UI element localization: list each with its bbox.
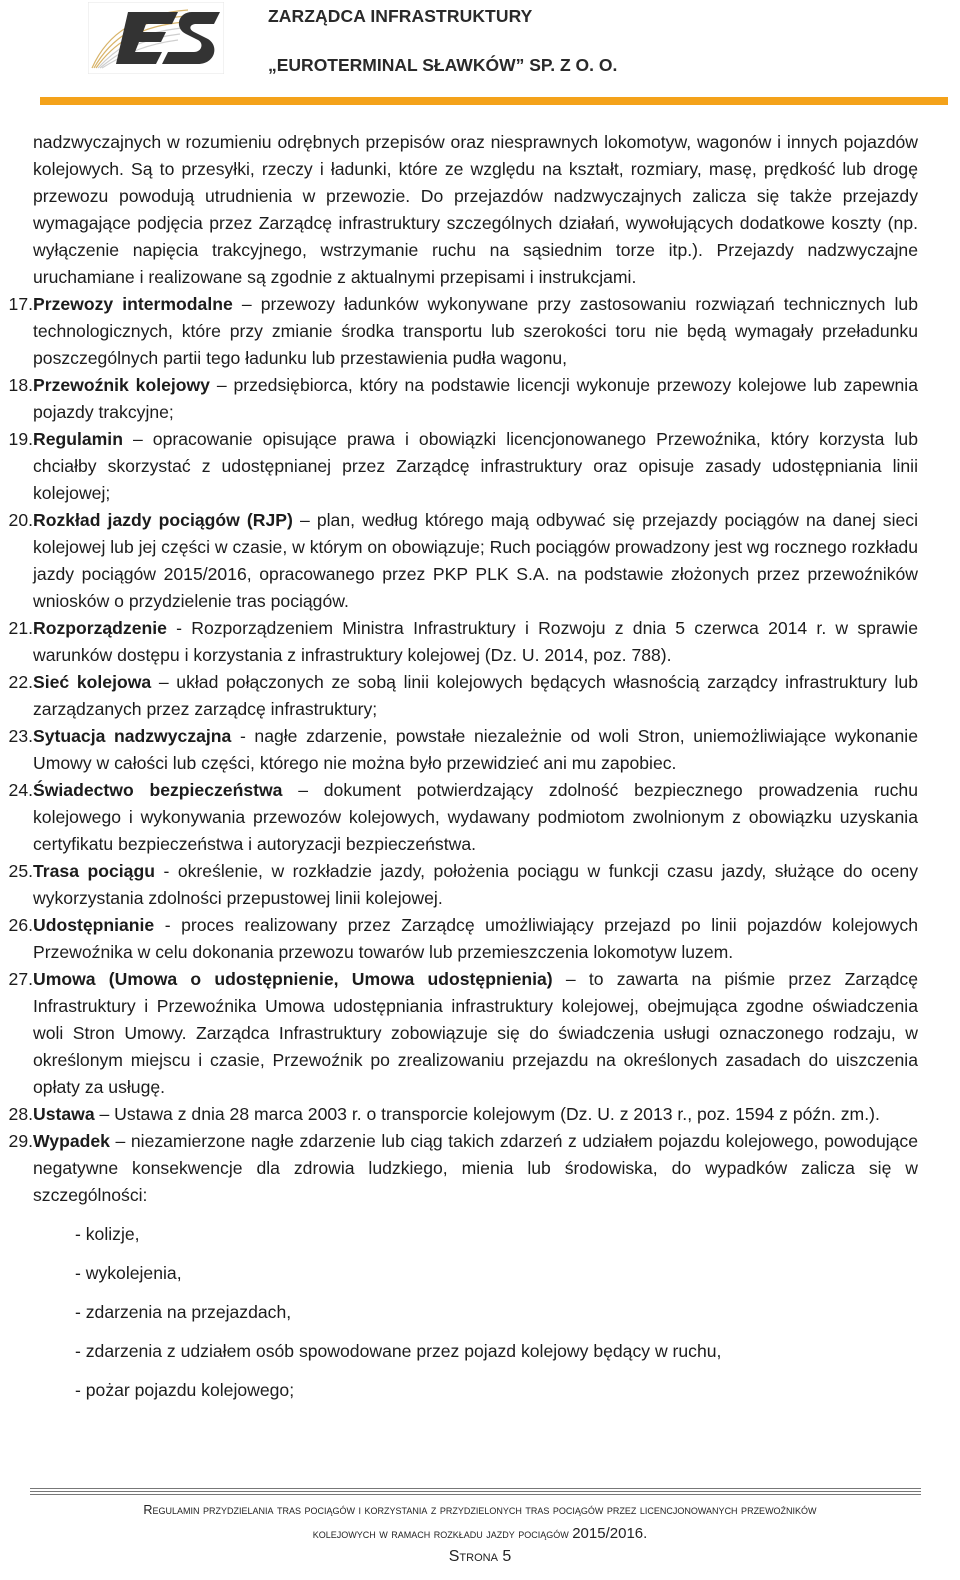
item-definition: – układ połączonych ze sobą linii kolejowych będących własnością zarządcy infrastruktury lub zarządzanych przez zarządcę infrastruktury;: [33, 672, 918, 719]
accident-type-item: - pożar pojazdu kolejowego;: [75, 1380, 295, 1400]
footer-document-title: Regulamin przydzielania tras pociągów i korzystania z przydzielonych tras pociągów przez licencjonowanych przewoźników: [143, 1503, 817, 1517]
definition-item: [8, 1128, 918, 1209]
item-term: Sieć kolejowa: [33, 672, 152, 692]
definition-item: [8, 507, 918, 615]
item-text: [33, 1128, 918, 1209]
definition-item: [8, 912, 918, 966]
page-header: [0, 0, 960, 110]
item-text: [33, 507, 918, 615]
item-text: [33, 615, 918, 669]
item-definition: - Rozporządzeniem Ministra Infrastruktury i Rozwoju z dnia 5 czerwca 2014 r. w sprawie warunków dostępu i korzystania z infrastruktury kolejowej (Dz. U. 2014, poz. 788).: [33, 618, 918, 665]
accident-type-item: - zdarzenia z udziałem osób spowodowane przez pojazd kolejowy będący w ruchu,: [75, 1341, 722, 1361]
company-logo: [88, 2, 224, 74]
item-text: [33, 858, 918, 912]
item-number-text: 17.: [8, 294, 33, 314]
document-body: [8, 129, 919, 1416]
page-label: Strona: [448, 1548, 498, 1565]
item-definition: – przewozy ładunków wykonywane przy zastosowaniu rozwiązań technicznych lub technologicznych, które przy zmianie środka transportu lub szerokości toru nie będą wymagały przeładunku poszczególnych partii tego ładunku lub przestawienia pudła wagonu,: [33, 294, 918, 368]
item-term: Regulamin: [33, 429, 123, 449]
footer-document-title-line2: [0, 1525, 960, 1542]
item-number-text: 29.: [8, 1131, 33, 1151]
item-number-text: 26.: [8, 915, 33, 935]
item-number-text: 20.: [8, 510, 33, 530]
footer-line2-text: kolejowych w ramach rozkładu jazdy pociągów: [312, 1527, 569, 1541]
item-text: [33, 912, 918, 966]
item-number-text: 24.: [8, 780, 33, 800]
definition-item: [8, 669, 918, 723]
accident-type-item: - wykolejenia,: [75, 1263, 182, 1283]
definition-item: [8, 723, 919, 777]
item-number-text: 21.: [8, 618, 33, 638]
item-text: [33, 777, 918, 858]
definition-item: [8, 372, 918, 426]
definitions-list: [8, 291, 919, 1209]
item-term: Trasa pociągu: [33, 861, 155, 881]
item-definition: – niezamierzone nagłe zdarzenie lub ciąg takich zdarzeń z udziałem pojazdu kolejowego, powodujące negatywne konsekwencje dla zdrowia ludzkiego, mienia lub środowiska, do wypadków zalicza się w szczególności:: [33, 1131, 918, 1205]
item-definition: – to zawarta na piśmie przez Zarządcę Infrastruktury i Przewoźnika Umowa udostępniania infrastruktury kolejowej, obejmująca zgodne oświadczenia woli Stron Umowy. Zarządca Infrastruktury zobowiązuje się do świadczenia usługi oznaczonego rodzaju, w określonym miejscu i czasie, Przewoźnik po zrealizowaniu przejazdu na określonych zasadach do uiszczenia opłaty za usługę.: [33, 969, 918, 1097]
definition-item: [8, 777, 918, 858]
definition-item: [8, 426, 918, 507]
item-term: Rozporządzenie: [33, 618, 167, 638]
item-number-text: 27.: [8, 969, 33, 989]
intro-paragraph: nadzwyczajnych w rozumieniu odrębnych przepisów oraz niesprawnych lokomotyw, wagonów i innych pojazdów kolejowych. Są to przesyłki, rzeczy i ładunki, które ze względu na kształt, rozmiary, masę, prędkość lub drogę przewozu powodują utrudnienia w przewozie. Do przejazdów nadzwyczajnych zalicza się także przejazdy wymagające podjęcia przez Zarządcę infrastruktury szczególnych działań, wywołujących dodatkowe koszty (np. wyłączenie napięcia trakcyjnego, wstrzymanie ruchu na sąsiednim torze itp.). Przejazdy nadzwyczajne uruchamiane i realizowane są zgodnie z aktualnymi przepisami i instrukcjami.: [33, 132, 918, 287]
item-term: Przewozy intermodalne: [33, 294, 233, 314]
item-term: Wypadek: [33, 1131, 110, 1151]
definition-item: [8, 1101, 918, 1128]
item-term: Świadectwo bezpieczeństwa: [33, 780, 283, 800]
definition-item: [8, 858, 919, 912]
item-term: Przewoźnik kolejowy: [33, 375, 210, 395]
item-definition: - proces realizowany przez Zarządcę umożliwiający przejazd po linii pojazdów kolejowych Przewoźnika w celu dokonania przewozu towarów lub przemieszczenia lokomotyw luzem.: [33, 915, 918, 962]
item-definition: – Ustawa z dnia 28 marca 2003 r. o transporcie kolejowym (Dz. U. z 2013 r., poz. 1594 z późn. zm.).: [94, 1104, 880, 1124]
item-definition: – dokument potwierdzający zdolność bezpiecznego prowadzenia ruchu kolejowego i wykonywania przewozów kolejowych, wydawany podmiotom zwolnionym z obowiązku uzyskania certyfikatu bezpieczeństwa i autoryzacji bezpieczeństwa.: [33, 780, 918, 854]
definition-item: [8, 291, 918, 372]
item-term: Rozkład jazdy pociągów (RJP): [33, 510, 293, 530]
item-definition: - nagłe zdarzenie, powstałe niezależnie od woli Stron, uniemożliwiające wykonanie Umowy w całości lub części, którego nie można było przewidzieć ani mu zapobiec.: [33, 726, 919, 773]
item-number-text: 18.: [8, 375, 33, 395]
item-term: Udostępnianie: [33, 915, 155, 935]
item-definition: – opracowanie opisujące prawa i obowiązki licencjonowanego Przewoźnika, który korzysta lub chciałby skorzystać z udostępnianej przez Zarządcę infrastruktury oraz opisuje zasady udostępniania linii kolejowej;: [33, 429, 918, 503]
item-number-text: 25.: [8, 861, 33, 881]
page-number-label: [0, 1548, 960, 1566]
item-term: Ustawa: [33, 1104, 95, 1124]
footer-divider: [30, 1488, 921, 1498]
item-text: [33, 291, 918, 372]
item-definition: – przedsiębiorca, który na podstawie licencji wykonuje przewozy kolejowe lub zapewnia pojazdy trakcyjne;: [33, 375, 918, 422]
accident-types-list: [75, 1221, 918, 1416]
item-text: [33, 1101, 918, 1128]
item-text: [33, 723, 918, 777]
header-company-line2: „EUROTERMINAL SŁAWKÓW” SP. Z O. O.: [268, 55, 618, 75]
item-definition: – plan, według którego mają odbywać się przejazdy pociągów na danej sieci kolejowej lub jej części w czasie, w którym on obowiązuje; Ruch pociągów prowadzony jest wg rocznego rozkładu jazdy pociągów 2015/2016, opracowanego przez PKP PLK S.A. na podstawie złożonych przez przewoźników wniosków o przydzielenie tras pociągów.: [33, 510, 918, 611]
item-term: Umowa (Umowa o udostępnienie, Umowa udostępnienia): [33, 969, 553, 989]
item-number-text: 23.: [8, 726, 33, 746]
item-text: [33, 372, 918, 426]
footer-line2-year: 2015/2016.: [572, 1525, 648, 1542]
item-number-text: 19.: [8, 429, 33, 449]
definition-item: [8, 615, 918, 669]
header-accent-bar: [40, 97, 948, 105]
definition-item: [8, 966, 918, 1101]
item-text: [33, 966, 918, 1101]
item-text: [33, 426, 918, 507]
accident-type-item: - zdarzenia na przejazdach,: [75, 1302, 292, 1322]
page-number: 5: [502, 1548, 512, 1565]
header-company-line1: ZARZĄDCA INFRASTRUKTURY: [268, 6, 533, 26]
item-number-text: 22.: [8, 672, 33, 692]
item-text: [33, 669, 918, 723]
item-number-text: 28.: [8, 1104, 33, 1124]
item-definition: - określenie, w rozkładzie jazdy, położenia pociągu w funkcji czasu jazdy, służące do oceny wykorzystania zdolności przepustowej linii kolejowej.: [33, 861, 919, 908]
item-term: Sytuacja nadzwyczajna: [33, 726, 232, 746]
accident-type-item: - kolizje,: [75, 1224, 140, 1244]
